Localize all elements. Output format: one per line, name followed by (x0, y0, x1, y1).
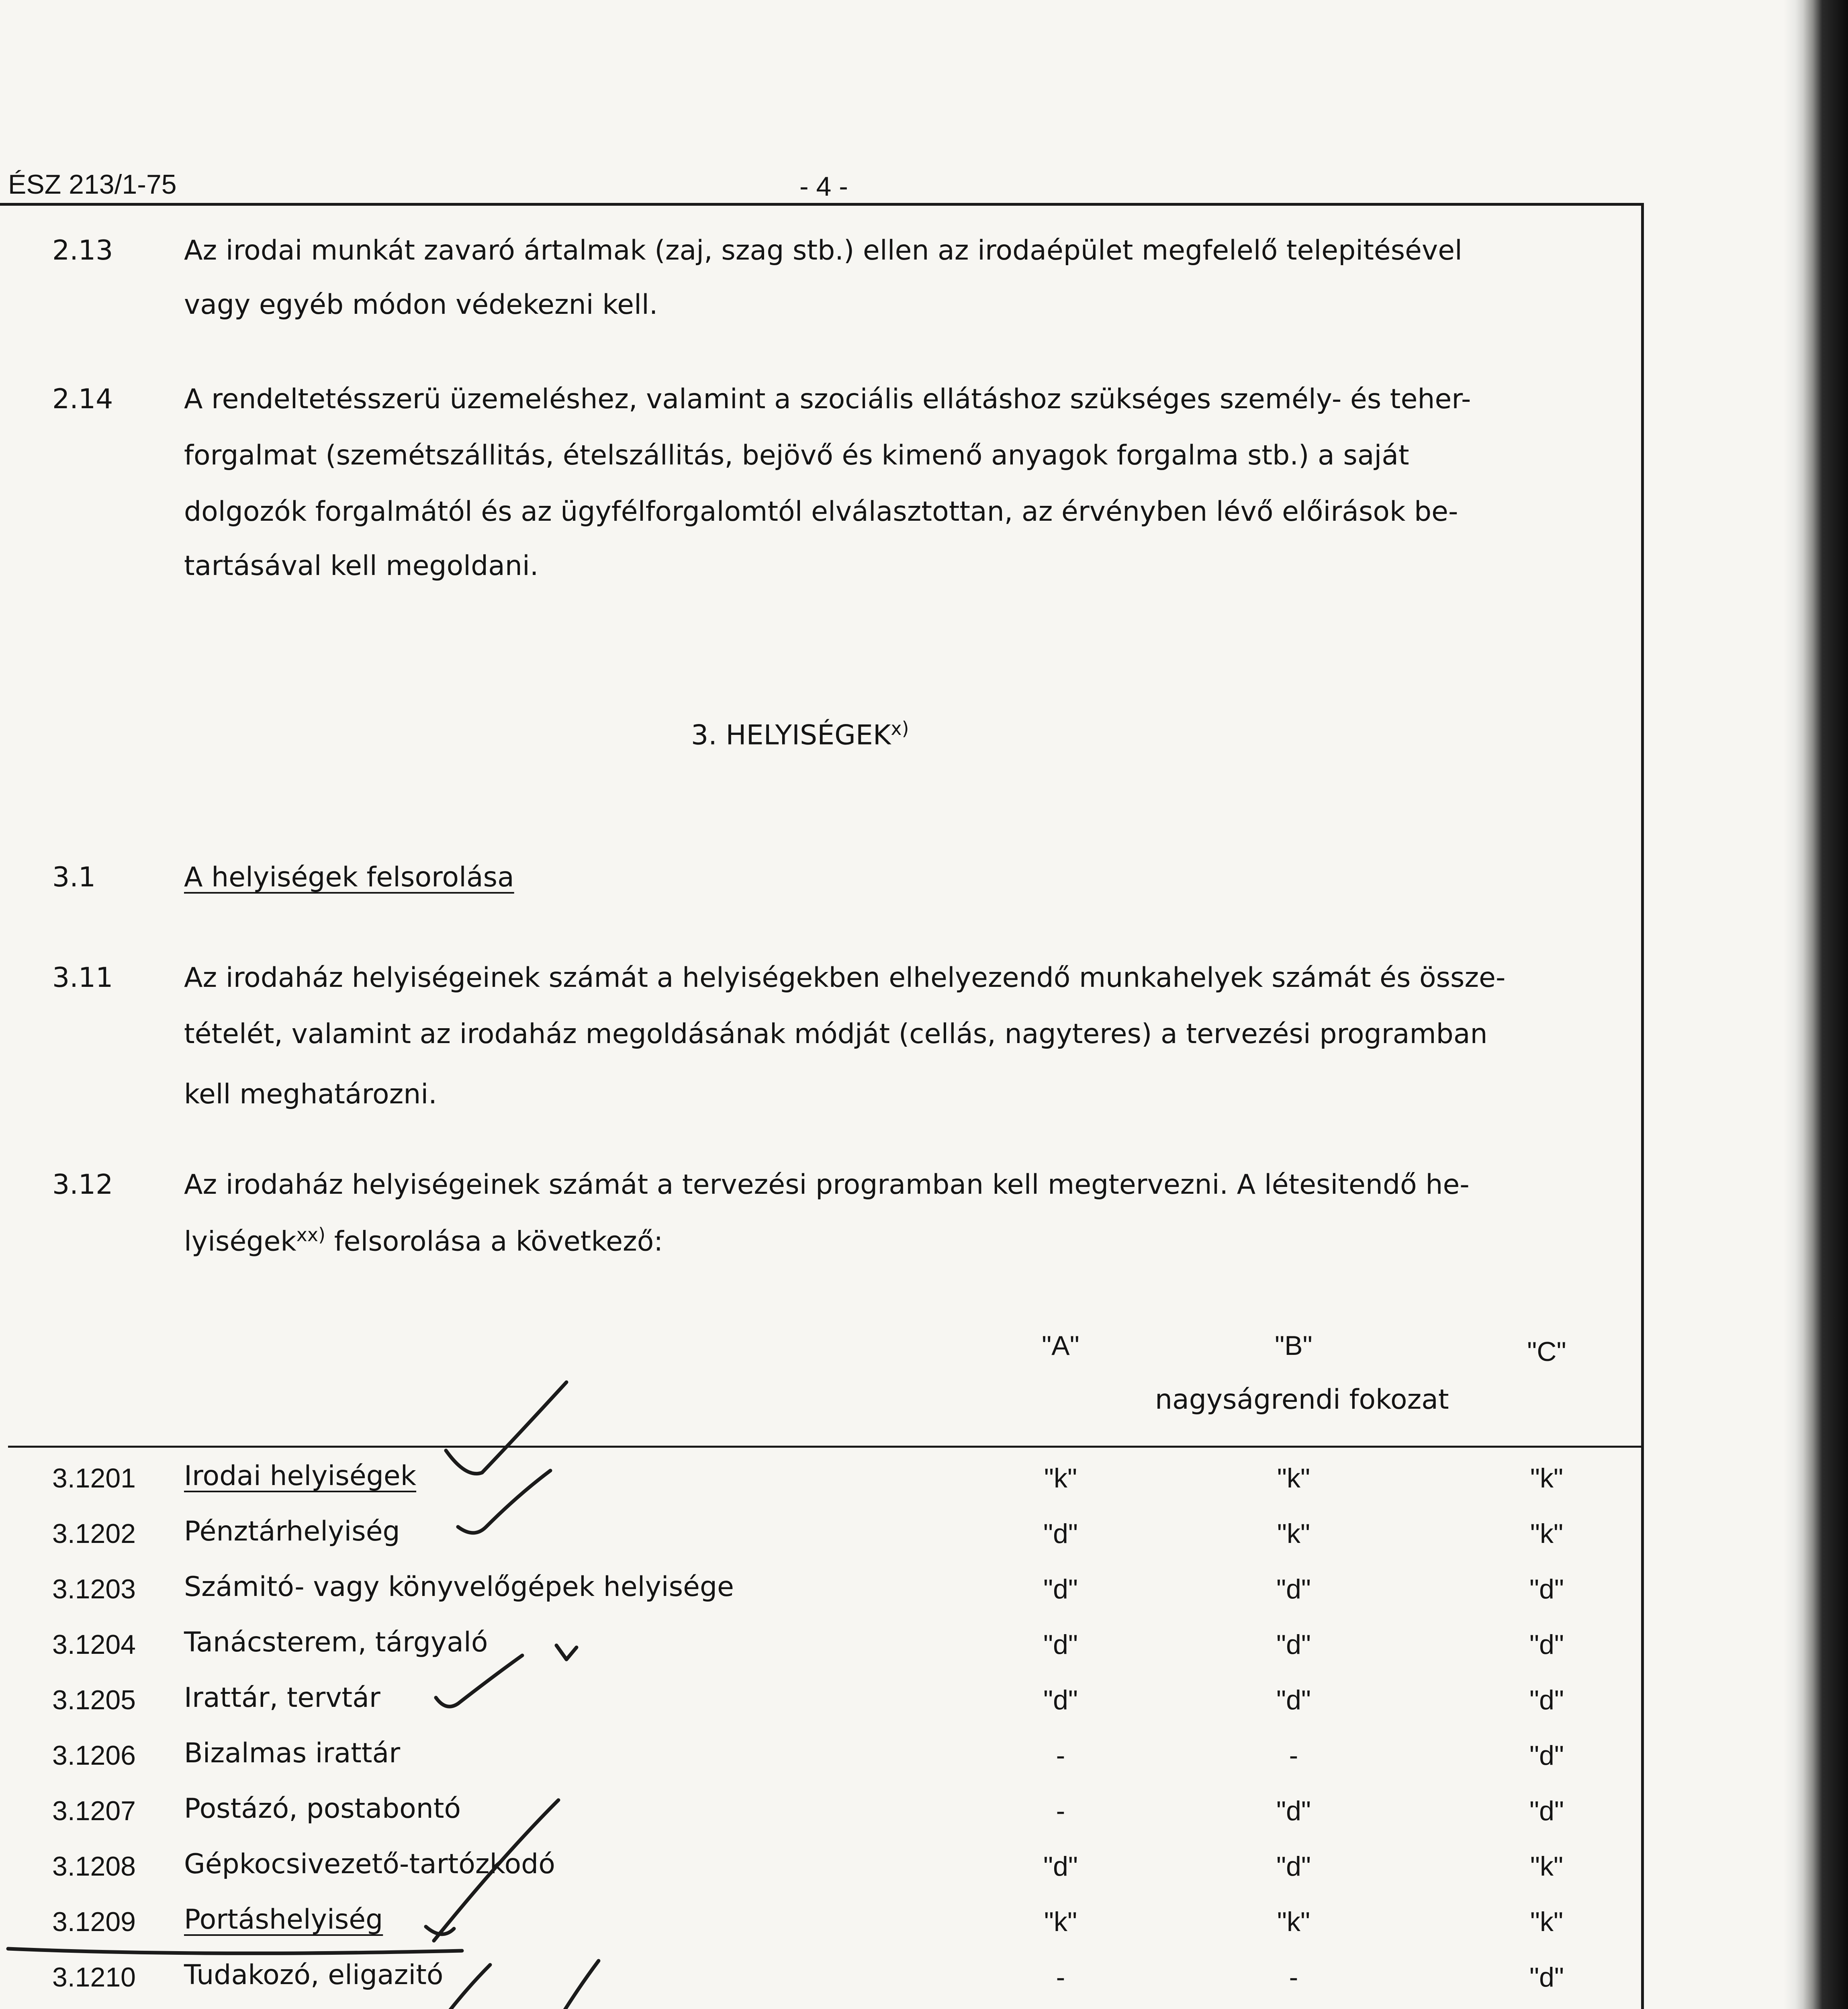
paragraph-line: kell meghatározni. (184, 1078, 437, 1110)
paragraph-line: tartásával kell megoldani. (184, 550, 539, 582)
value-c: "k" (1530, 1907, 1564, 1937)
room-name: Tudakozó, eligazitó (184, 1959, 444, 1991)
room-name: Postázó, postabontó (184, 1793, 461, 1825)
column-header-b: "B" (1275, 1330, 1312, 1361)
column-header-c: "C" (1527, 1336, 1566, 1367)
value-a: "d" (1043, 1851, 1078, 1882)
strike-line-1209 (8, 1949, 462, 1953)
paragraph-line: vagy egyéb módon védekezni kell. (184, 289, 658, 321)
room-name: Gépkocsivezető-tartózkodó (184, 1848, 555, 1880)
row-number: 3.1208 (52, 1851, 136, 1882)
scan-edge-shadow (1784, 0, 1848, 2009)
column-header-a: "A" (1042, 1330, 1079, 1361)
row-number: 3.1201 (52, 1463, 136, 1493)
section-title: A helyiségek felsorolása (184, 861, 514, 893)
checkmark-1202 (458, 1471, 550, 1533)
row-number: 3.1204 (52, 1629, 136, 1660)
value-b: "k" (1277, 1463, 1310, 1493)
frame-top-rule (0, 203, 1643, 206)
paragraph-line: Az irodaház helyiségeinek számát a helyiségekben elhelyezendő munkahelyek számát és össze- (184, 962, 1506, 994)
paragraph-line: Az irodaház helyiségeinek számát a tervezési programban kell megtervezni. A létesitendő he- (184, 1169, 1470, 1201)
value-a: "d" (1043, 1574, 1078, 1604)
row-number: 3.1206 (52, 1740, 136, 1771)
room-name: Bizalmas irattár (184, 1737, 401, 1769)
value-a: "k" (1044, 1463, 1077, 1493)
value-b: - (1289, 1740, 1298, 1771)
value-b: "d" (1276, 1629, 1311, 1660)
paragraph-line: tételét, valamint az irodaház megoldásának módját (cellás, nagyteres) a tervezési programban (184, 1018, 1488, 1050)
value-b: "k" (1277, 1518, 1310, 1549)
value-c: "k" (1530, 1518, 1564, 1549)
value-b: "k" (1277, 1907, 1310, 1937)
value-b: "d" (1276, 1685, 1311, 1715)
value-a: "d" (1043, 1685, 1078, 1715)
value-b: "d" (1276, 1796, 1311, 1826)
row-number: 3.1202 (52, 1518, 136, 1549)
room-name: Tanácsterem, tárgyaló (184, 1626, 488, 1658)
checkmark-1205 (436, 1655, 522, 1706)
room-name: Irattár, tervtár (184, 1682, 380, 1714)
value-a: "d" (1043, 1518, 1078, 1549)
value-c: "d" (1529, 1574, 1564, 1604)
paragraph-line: A rendeltetésszerü üzemeléshez, valamint a szociális ellátáshoz szükséges személy- és teher- (184, 383, 1471, 415)
section-number: 2.13 (52, 235, 113, 266)
checkmark-1201 (446, 1382, 566, 1474)
section-number: 3.11 (52, 962, 113, 994)
value-b: - (1289, 1962, 1298, 1993)
value-c: "k" (1530, 1463, 1564, 1493)
room-name: Irodai helyiségek (184, 1460, 417, 1492)
value-a: - (1056, 1796, 1065, 1826)
chapter-title: 3. HELYISÉGEK$^{x)}$ (691, 718, 909, 751)
document-code: ÉSZ 213/1-75 (8, 169, 177, 200)
checkmark-1209 (426, 1927, 454, 1934)
value-c: "d" (1529, 1685, 1564, 1715)
paragraph-line: forgalmat (szemétszállitás, ételszállitás, bejövő és kimenő anyagok forgalma stb.) a saját (184, 440, 1409, 471)
room-name: Portáshelyiség (184, 1904, 383, 1935)
row-number: 3.1203 (52, 1574, 136, 1604)
section-number: 2.14 (52, 383, 113, 415)
value-c: "d" (1529, 1740, 1564, 1771)
value-c: "d" (1529, 1629, 1564, 1660)
section-number: 3.12 (52, 1169, 113, 1201)
value-a: "d" (1043, 1629, 1078, 1660)
value-b: "d" (1276, 1574, 1311, 1604)
paragraph-line: Az irodai munkát zavaró ártalmak (zaj, szag stb.) ellen az irodaépület megfelelő telepitésével (184, 235, 1462, 266)
value-c: "k" (1530, 1851, 1564, 1882)
value-c: "d" (1529, 1796, 1564, 1826)
room-name: Pénztárhelyiség (184, 1516, 400, 1547)
row-number: 3.1210 (52, 1962, 136, 1993)
room-name: Számitó- vagy könyvelőgépek helyisége (184, 1571, 734, 1603)
value-a: "k" (1044, 1907, 1077, 1937)
paragraph-line: lyiségek$^{xx)}$ felsorolása a következő: (184, 1224, 663, 1258)
value-a: - (1056, 1740, 1065, 1771)
section-number: 3.1 (52, 861, 96, 893)
page-number: - 4 - (799, 171, 848, 202)
paragraph-line: dolgozók forgalmától és az ügyfélforgalomtól elválasztottan, az érvényben lévő előirások be- (184, 496, 1458, 528)
row-number: 3.1209 (52, 1907, 136, 1937)
frame-right-rule (1641, 203, 1644, 2009)
column-subheader: nagyságrendi fokozat (1155, 1384, 1449, 1416)
checkmark-1211 (530, 1961, 599, 2009)
table-header-rule (8, 1446, 1643, 1448)
value-b: "d" (1276, 1851, 1311, 1882)
value-a: - (1056, 1962, 1065, 1993)
checkmark-1204 (556, 1645, 576, 1659)
value-c: "d" (1529, 1962, 1564, 1993)
row-number: 3.1205 (52, 1685, 136, 1715)
row-number: 3.1207 (52, 1796, 136, 1826)
